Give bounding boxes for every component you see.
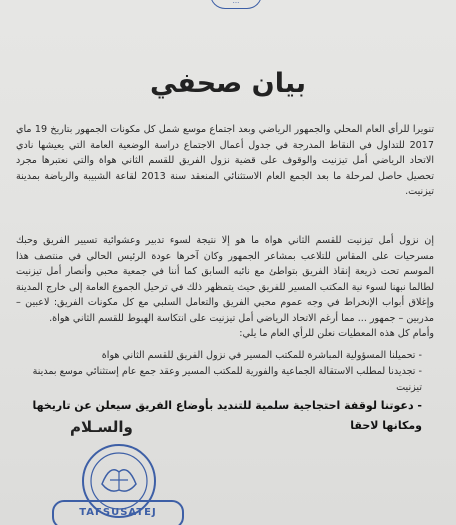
paragraph-statement: إن نزول أمل تيزنيت للقسم الثاني هواة ما هو إلا نتيجة لسوء تدبير وعشوائية تسيير الفريق وحبك مسرحيات على المقاس للتلاعب بمشاعر الجمهور وكان آخرها عودة الرئيس الحالي في منتصف هذا الموسم تحت ذريعة إنقاذ الفريق بتواطئ مع نائبه السابق كما أننا في جمعية محبي وأنصار أمل تيزنيت لطالما نبهنا لسوء نية المكتب المسير للفريق حيث يتمظهر ذلك في ترحيل الجموع العامة إلى خارج المدينة وإغلاق أبواب الإنخراط في وجه عموم محبي الفريق والتعامل السلبي مع كل مكونات الفريق: لاعبين – مدربين – جمهور ... مما أرغم الاتحاد الرياضي أمل تيزنيت على انتكاسة الهبوط للقسم الثاني هواة. <box>16 235 434 324</box>
paragraph-intro: تنويرا للرأي العام المحلي والجمهور الرياضي وبعد اجتماع موسع شمل كل مكونات الجمهور بتاريخ 19 ماي 2017 للتداول في النقاط المدرجة في جدول أعمال الاجتماع دراسة الوضعية العامة التي يعيشها نادي الاتحاد الرياضي أمل تيزنيت والوقوف على قضية نزول الفريق للقسم الثاني هواة والتي نعتبرها مجرد تحصيل حاصل لمرحلة ما بعد الجمع العام الاستثنائي المنعقد سنة 2013 لقاعة الشبيبة والرياضة بمدينة تيزنيت. <box>16 124 435 197</box>
demands-list <box>4 348 434 436</box>
seal-ribbon: TAFSUSATEJ <box>52 500 184 525</box>
paragraph-announcement: وأمام كل هذه المعطيات نعلن للرأي العام ما يلي: <box>239 328 434 339</box>
document-title: بيان صحفي <box>149 68 307 99</box>
closing-salutation: والسـلام <box>70 418 133 436</box>
list-item: - دعوتنا لوقفة احتجاجية سلمية للتنديد بأوضاع الفريق سيعلن عن تاريخها ومكانها لاحقا <box>4 396 422 436</box>
top-stamp: ... <box>210 0 262 9</box>
list-item: - تجديدنا لمطلب الاستقالة الجماعية والفورية للمكتب المسير وعقد جمع عام إستثنائي موسع بمدينة تيزنيت <box>4 364 422 396</box>
list-item: - تحميلنا المسؤولية المباشرة للمكتب المسير في نزول الفريق للقسم الثاني هواة <box>4 348 422 364</box>
